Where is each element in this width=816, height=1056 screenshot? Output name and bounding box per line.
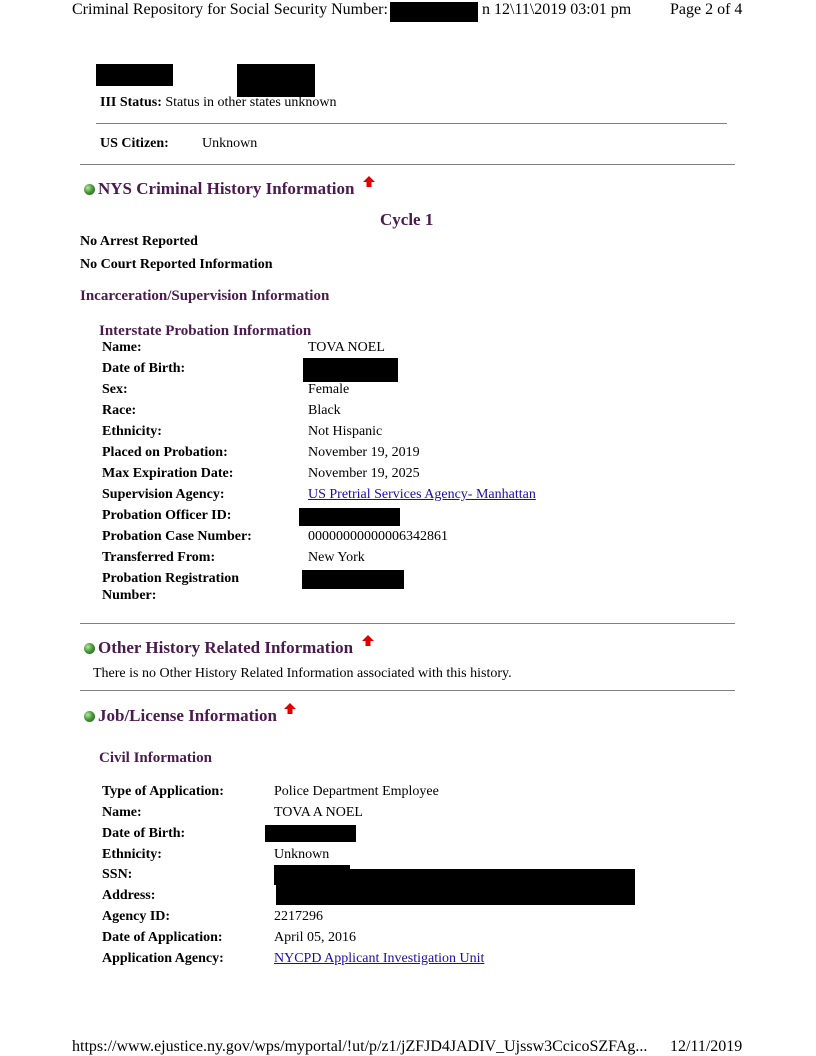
date-of-application-value: April 05, 2016 (274, 930, 357, 945)
civil-ethnicity-value: Unknown (274, 847, 330, 862)
transferred-from-value: New York (308, 550, 365, 565)
max-expiration-value: November 19, 2025 (308, 466, 420, 481)
civil-dob-label: Date of Birth: (102, 826, 186, 841)
probation-case-number-label: Probation Case Number: (102, 529, 252, 544)
footer-date: 12/11/2019 (670, 1038, 743, 1055)
no-arrest-text: No Arrest Reported (80, 234, 198, 249)
probation-race-label: Race: (102, 403, 137, 418)
ssn-label: SSN: (102, 867, 133, 882)
probation-name-value: TOVA NOEL (308, 340, 385, 355)
iii-status-label: III Status: (100, 95, 162, 110)
type-of-application-label: Type of Application: (102, 784, 224, 799)
redaction-block-2 (237, 64, 315, 97)
header-title-prefix: Criminal Repository for Social Security Number: (72, 1, 388, 18)
probation-title: Interstate Probation Information (99, 323, 312, 339)
application-agency-label: Application Agency: (102, 951, 224, 966)
green-orb-icon (84, 184, 95, 195)
probation-case-number-value: 00000000000006342861 (308, 529, 448, 544)
header-page-number: Page 2 of 4 (670, 1, 743, 18)
type-of-application-value: Police Department Employee (274, 784, 439, 799)
probation-name-label: Name: (102, 340, 142, 355)
probation-ethnicity-label: Ethnicity: (102, 424, 162, 439)
back-to-top-arrow-icon[interactable] (362, 635, 374, 647)
address-label: Address: (102, 888, 156, 903)
redaction-officer-id (299, 508, 400, 526)
probation-registration-label-line2: Number: (102, 588, 157, 603)
redaction-ssn-header (390, 2, 478, 22)
footer-url: https://www.ejustice.ny.gov/wps/myportal/!ut/p/z1/jZFJD4JADIV_Ujssw3CcicoSZFAg... (72, 1038, 648, 1055)
max-expiration-label: Max Expiration Date: (102, 466, 234, 481)
no-court-text: No Court Reported Information (80, 257, 273, 272)
green-orb-icon (84, 711, 95, 722)
divider (80, 623, 735, 624)
iii-status-value: Status in other states unknown (165, 95, 337, 110)
supervision-agency-link[interactable]: US Pretrial Services Agency- Manhattan (308, 487, 536, 502)
back-to-top-arrow-icon[interactable] (363, 176, 375, 188)
civil-name-label: Name: (102, 805, 142, 820)
redaction-civil-dob (265, 825, 356, 842)
civil-name-value: TOVA A NOEL (274, 805, 363, 820)
redaction-registration-number (302, 570, 404, 589)
placed-on-probation-value: November 19, 2019 (308, 445, 420, 460)
nys-criminal-history-title: NYS Criminal History Information (98, 179, 355, 198)
us-citizen-label: US Citizen: (100, 136, 169, 151)
probation-sex-value: Female (308, 382, 350, 397)
agency-id-value: 2217296 (274, 909, 323, 924)
agency-id-label: Agency ID: (102, 909, 171, 924)
probation-officer-id-label: Probation Officer ID: (102, 508, 232, 523)
green-orb-icon (84, 643, 95, 654)
civil-information-title: Civil Information (99, 750, 212, 766)
probation-race-value: Black (308, 403, 341, 418)
application-agency-link[interactable]: NYCPD Applicant Investigation Unit (274, 951, 485, 966)
probation-dob-label: Date of Birth: (102, 361, 186, 376)
divider (96, 123, 727, 124)
probation-registration-label: Probation Registration (102, 571, 240, 586)
back-to-top-arrow-icon[interactable] (284, 703, 296, 715)
placed-on-probation-label: Placed on Probation: (102, 445, 228, 460)
redaction-block-1 (96, 64, 173, 86)
incarceration-title: Incarceration/Supervision Information (80, 288, 330, 304)
civil-ethnicity-label: Ethnicity: (102, 847, 162, 862)
other-history-text: There is no Other History Related Information associated with this history. (93, 666, 512, 681)
iii-status-row (100, 95, 336, 111)
redaction-address (276, 869, 635, 905)
probation-sex-label: Sex: (102, 382, 128, 397)
us-citizen-value: Unknown (202, 136, 258, 151)
divider (80, 164, 735, 165)
supervision-agency-label: Supervision Agency: (102, 487, 225, 502)
job-license-title: Job/License Information (98, 706, 277, 725)
cycle-title: Cycle 1 (380, 210, 434, 229)
date-of-application-label: Date of Application: (102, 930, 223, 945)
other-history-title: Other History Related Information (98, 638, 354, 657)
transferred-from-label: Transferred From: (102, 550, 216, 565)
probation-ethnicity-value: Not Hispanic (308, 424, 383, 439)
header-timestamp: n 12\11\2019 03:01 pm (482, 1, 632, 18)
redaction-probation-dob (303, 358, 398, 382)
divider (80, 690, 735, 691)
